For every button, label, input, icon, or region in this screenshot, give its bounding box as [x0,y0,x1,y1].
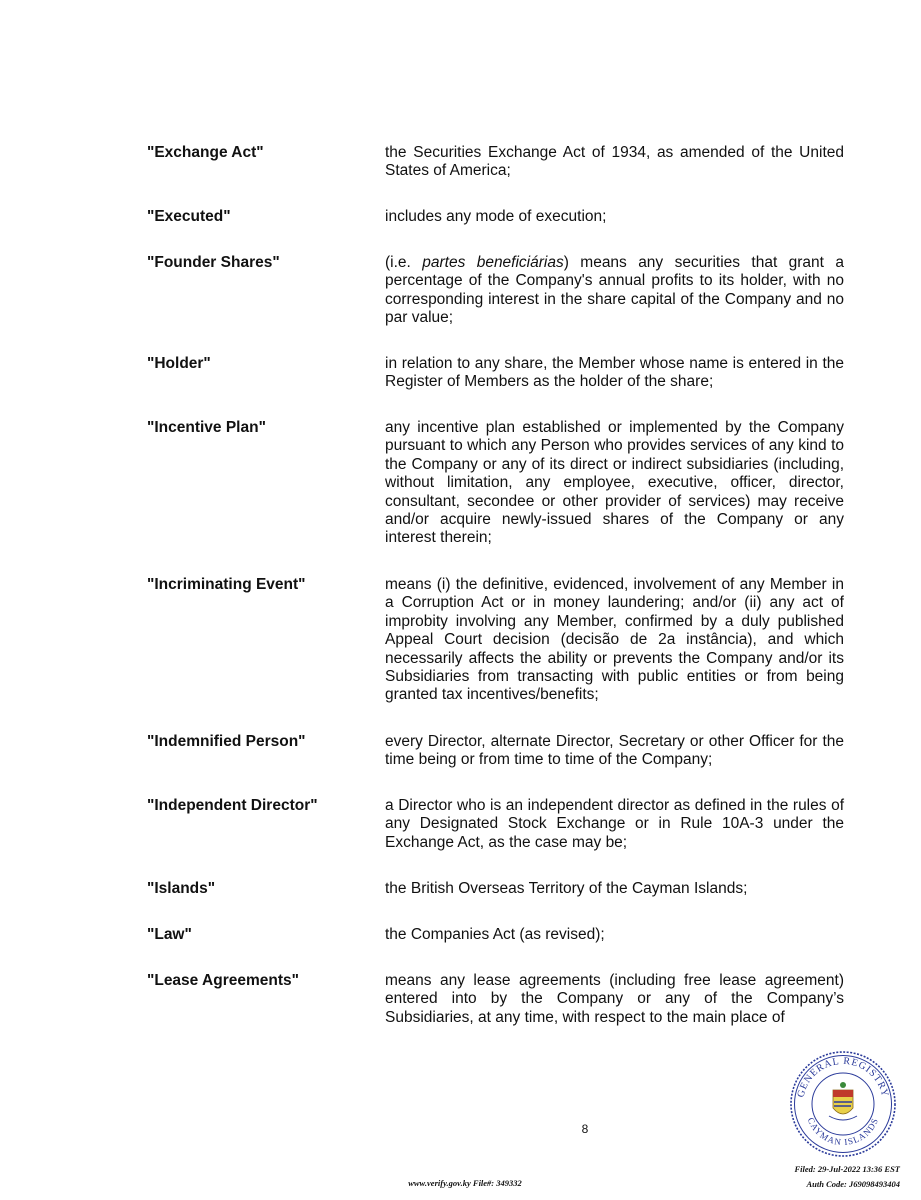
footer-filed-block [720,1162,900,1192]
svg-text:GENERAL REGISTRY: GENERAL REGISTRY [795,1055,891,1099]
definition-executed: includes any mode of execution; [385,208,607,225]
term-founder-shares: "Founder Shares" [147,254,280,271]
definition-independent-director: a Director who is an independent director as defined in the rules of any Designated Stock Exchange or in Rule 10A-3 under the Exchange Act, as the case may be; [385,797,844,851]
term-executed: "Executed" [147,208,231,225]
term-incentive-plan: "Incentive Plan" [147,419,266,436]
coat-of-arms-icon [829,1082,857,1120]
term-lease-agreements: "Lease Agreements" [147,972,299,989]
term-holder: "Holder" [147,355,211,372]
footer-auth-code: Auth Code: J69098493404 [806,1179,900,1189]
term-law: "Law" [147,926,192,943]
svg-text:CAYMAN ISLANDS: CAYMAN ISLANDS [805,1116,881,1148]
definition-holder: in relation to any share, the Member whose name is entered in the Register of Members as the holder of the share; [385,355,844,391]
footer-verify-url: www.verify.gov.ky File#: 349332 [408,1178,522,1188]
term-indemnified-person: "Indemnified Person" [147,733,306,750]
definition-founder-shares-italic: partes beneficiárias [422,254,564,271]
definition-incentive-plan: any incentive plan established or implemented by the Company pursuant to which any Person who provides services of any kind to the Company or any of its direct or indirect subsidiaries (including, without limitation, any employee, executive, officer, director, consultant, secondee or other provider of services) may receive and/or acquire newly-issued shares of the Company or any interest therein; [385,419,844,547]
definition-exchange-act: the Securities Exchange Act of 1934, as amended of the United States of America; [385,144,844,180]
definition-incriminating-event: means (i) the definitive, evidenced, involvement of any Member in a Corruption Act or in money laundering; and/or (ii) any act of improbity involving any Member, confirmed by a duly published Appeal Court decision (decisão de 2a instância), and which necessarily affects the ability or prevents the Company and/or its Subsidiaries from transacting with public entities or from being granted tax incentives/benefits; [385,576,844,704]
definition-founder-shares-pre: (i.e. [385,254,423,271]
term-independent-director: "Independent Director" [147,797,318,814]
term-islands: "Islands" [147,880,216,897]
definition-islands: the British Overseas Territory of the Cayman Islands; [385,880,748,897]
term-exchange-act: "Exchange Act" [147,144,264,161]
general-registry-seal-icon [789,1050,897,1158]
definition-indemnified-person: every Director, alternate Director, Secretary or other Officer for the time being or from time to time of the Company; [385,733,844,769]
term-incriminating-event: "Incriminating Event" [147,576,306,593]
footer-filed-date: Filed: 29-Jul-2022 13:36 EST [794,1164,900,1174]
definition-law: the Companies Act (as revised); [385,926,605,943]
definition-lease-agreements: means any lease agreements (including free lease agreement) entered into by the Company or any of the Company’s Subsidiaries, at any time, with respect to the main place of [385,972,844,1026]
page-number: 8 [581,1122,589,1136]
definition-founder-shares-post: ) means any securities that grant a percentage of the Company's annual profits to its holder, with no corresponding interest in the share capital of the Company and no par value; [385,254,844,327]
definition-founder-shares [385,254,844,328]
